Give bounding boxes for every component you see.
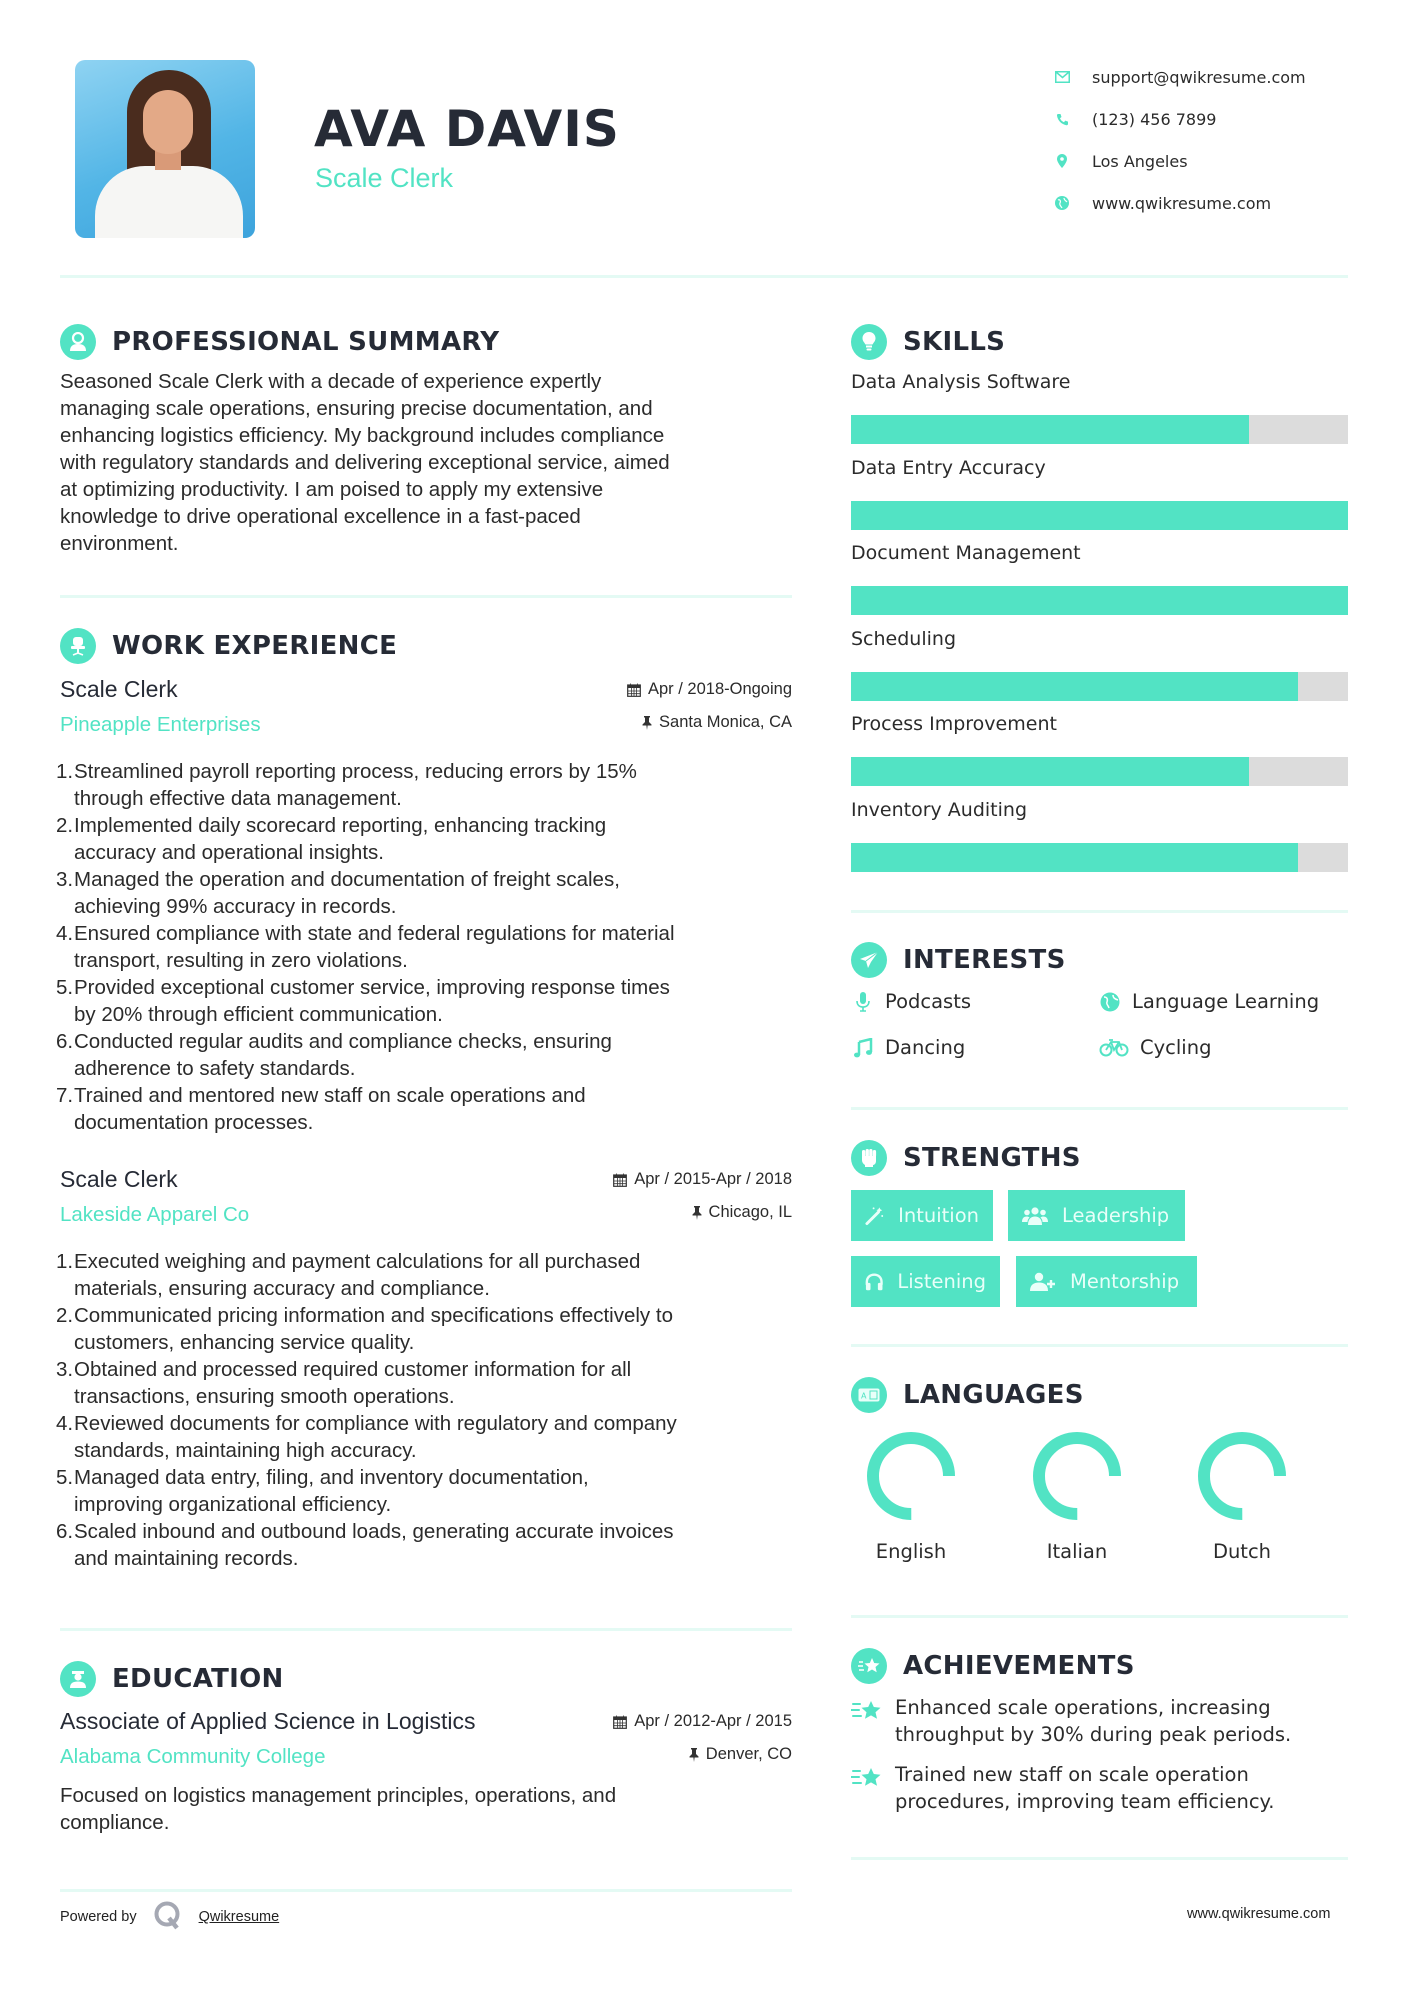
job-company: Pineapple Enterprises (60, 713, 261, 736)
graduate-icon (60, 1661, 96, 1697)
bicycle-icon (1098, 1039, 1130, 1057)
globe-icon (1098, 992, 1122, 1012)
list-item: 3. Managed the operation and documentation of freight scales, achieving 99% accuracy in records. (56, 868, 620, 918)
strength-tag: Mentorship (1016, 1256, 1197, 1307)
job-location: Santa Monica, CA (642, 713, 792, 732)
section-divider (851, 1107, 1348, 1110)
lightbulb-icon (851, 324, 887, 360)
education-description: Focused on logistics management principles, operations, and compliance. (60, 1784, 617, 1834)
qwikresume-logo-icon (153, 1900, 183, 1934)
section-divider (851, 1344, 1348, 1347)
qwikresume-link[interactable]: Qwikresume (198, 1909, 280, 1925)
skill-bar (851, 501, 1348, 530)
summary-heading: PROFESSIONAL SUMMARY (60, 324, 499, 360)
job-location: Chicago, IL (692, 1203, 792, 1222)
education-entry (60, 1708, 792, 1838)
skill-item: Scheduling (851, 628, 1348, 650)
education-date: Apr / 2012-Apr / 2015 (613, 1712, 792, 1731)
strength-tag: Listening (851, 1256, 1000, 1307)
pushpin-icon (689, 1748, 699, 1762)
contact-website[interactable]: www.qwikresume.com (1054, 182, 1306, 224)
list-item: 1. Streamlined payroll reporting process, reducing errors by 15% through effective data management. (56, 760, 637, 810)
list-item: 4. Reviewed documents for compliance with regulatory and company standards, maintaining high accuracy. (56, 1412, 677, 1462)
music-note-icon (851, 1038, 875, 1058)
job-company: Lakeside Apparel Co (60, 1203, 250, 1226)
skill-item: Data Entry Accuracy (851, 457, 1348, 479)
shooting-star-icon (851, 1761, 895, 1815)
languages-heading: A LANGUAGES (851, 1377, 1084, 1413)
list-item: 7. Trained and mentored new staff on scale operations and documentation processes. (56, 1084, 586, 1134)
user-icon (60, 324, 96, 360)
language-item: Italian (1022, 1430, 1132, 1563)
interest-item: Cycling (1098, 1036, 1211, 1059)
section-divider (60, 595, 792, 598)
contact-phone[interactable]: (123) 456 7899 (1054, 98, 1306, 140)
translate-icon (851, 1377, 887, 1413)
job-bullets (56, 758, 675, 1136)
interest-item: Language Learning (1098, 990, 1319, 1013)
calendar-icon (613, 1715, 627, 1729)
skill-item: Process Improvement (851, 713, 1348, 735)
skills-heading: SKILLS (851, 324, 1005, 360)
office-chair-icon (60, 628, 96, 664)
pushpin-icon (642, 716, 652, 730)
footer-website[interactable]: www.qwikresume.com (1187, 1906, 1331, 1922)
calendar-icon (613, 1173, 627, 1187)
section-divider (851, 1615, 1348, 1618)
skill-bar (851, 843, 1348, 872)
skill-bar (851, 757, 1348, 786)
school: Alabama Community College (60, 1745, 326, 1768)
list-item: 2. Implemented daily scorecard reporting, enhancing tracking accuracy and operational insights. (56, 814, 607, 864)
envelope-icon (1054, 69, 1070, 85)
contact-email[interactable]: support@qwikresume.com (1054, 56, 1306, 98)
users-icon (1022, 1206, 1048, 1226)
powered-by: Powered by Qwikresume (60, 1900, 279, 1934)
language-item: Dutch (1187, 1430, 1297, 1563)
job-date: Apr / 2018-Ongoing (627, 680, 792, 699)
profile-photo (75, 60, 255, 238)
section-divider (60, 1628, 792, 1631)
footer-divider (60, 1889, 792, 1892)
calendar-icon (627, 683, 641, 697)
phone-icon (1054, 111, 1070, 127)
job-entry (56, 676, 792, 1136)
contact-list (1054, 56, 1306, 224)
paper-plane-icon (851, 942, 887, 978)
section-divider (851, 1857, 1348, 1860)
degree: Associate of Applied Science in Logistics (60, 1708, 476, 1734)
education-heading: EDUCATION (60, 1661, 284, 1697)
user-plus-icon (1030, 1272, 1056, 1292)
experience-heading: WORK EXPERIENCE (60, 628, 397, 664)
candidate-name: AVA DAVIS (314, 100, 620, 158)
skill-item: Document Management (851, 542, 1348, 564)
svg-text:A: A (861, 1391, 867, 1401)
skill-bar (851, 672, 1348, 701)
job-title: Scale Clerk (60, 1166, 178, 1192)
skill-item: Data Analysis Software (851, 371, 1348, 393)
list-item: 3. Obtained and processed required customer information for all transactions, ensuring smooth operations. (56, 1358, 632, 1408)
list-item: 2. Communicated pricing information and specifications effectively to customers, enhancing service quality. (56, 1304, 673, 1354)
language-item: English (856, 1430, 966, 1563)
list-item: 1. Executed weighing and payment calculations for all purchased materials, ensuring accuracy and compliance. (56, 1250, 641, 1300)
achievement-item: Trained new staff on scale operation procedures, improving team efficiency. (851, 1761, 1351, 1815)
pushpin-icon (692, 1206, 702, 1220)
list-item: 6. Scaled inbound and outbound loads, generating accurate invoices and maintaining records. (56, 1520, 674, 1570)
interests-heading: INTERESTS (851, 942, 1066, 978)
list-item: 5. Managed data entry, filing, and inventory documentation, improving organizational efficiency. (56, 1466, 589, 1516)
skill-bar (851, 586, 1348, 615)
job-date: Apr / 2015-Apr / 2018 (613, 1170, 792, 1189)
skill-item: Inventory Auditing (851, 799, 1348, 821)
achievement-item: Enhanced scale operations, increasing throughput by 30% during peak periods. (851, 1694, 1351, 1748)
header-divider (60, 275, 1348, 278)
list-item: 5. Provided exceptional customer service, improving response times by 20% through efficient communication. (56, 976, 670, 1026)
globe-icon (1054, 195, 1070, 211)
map-pin-icon (1054, 153, 1070, 169)
job-title: Scale Clerk (60, 676, 178, 702)
job-entry (56, 1166, 792, 1586)
list-item: 4. Ensured compliance with state and federal regulations for material transport, resulting in zero violations. (56, 922, 675, 972)
candidate-role: Scale Clerk (315, 163, 454, 193)
list-item: 6. Conducted regular audits and compliance checks, ensuring adherence to safety standards. (56, 1030, 612, 1080)
fist-icon (851, 1140, 887, 1176)
shooting-star-icon (851, 1694, 895, 1748)
star-badge-icon (851, 1648, 887, 1684)
headphones-icon (865, 1272, 883, 1292)
job-bullets (56, 1248, 677, 1572)
strength-tag: Intuition (851, 1190, 993, 1241)
interest-item: Podcasts (851, 990, 971, 1013)
magic-wand-icon (865, 1206, 884, 1226)
section-divider (851, 910, 1348, 913)
contact-location: Los Angeles (1054, 140, 1306, 182)
achievements-heading: ACHIEVEMENTS (851, 1648, 1135, 1684)
language-ring (1031, 1430, 1123, 1522)
education-location: Denver, CO (689, 1745, 792, 1764)
strength-tag: Leadership (1008, 1190, 1185, 1241)
language-ring (1196, 1430, 1288, 1522)
skill-bar (851, 415, 1348, 444)
language-ring (865, 1430, 957, 1522)
microphone-icon (851, 992, 875, 1012)
summary-text: Seasoned Scale Clerk with a decade of experience expertly managing scale operations, ensuring precise documentation, and enhancing logistics efficiency. My background includes compliance with regulatory standards and delivering exceptional service, aimed at optimizing productivity. I am poised to apply my extensive knowledge to drive operational excellence in a fast-paced environment. (60, 370, 670, 555)
interest-item: Dancing (851, 1036, 965, 1059)
strengths-heading: STRENGTHS (851, 1140, 1081, 1176)
